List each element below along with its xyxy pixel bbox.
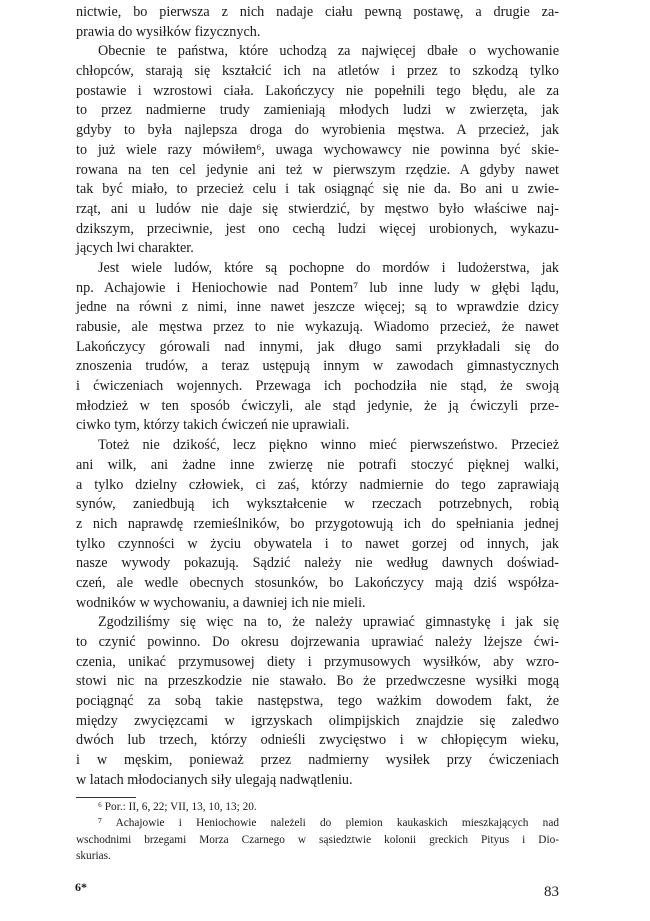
text-line: i w męskim, ponieważ przez nadmierny wysiłek przy ćwiczeniach (76, 752, 559, 769)
text-line: to czynić powinno. Do okresu dojrzewania uprawiać należy lżejsze ćwi- (76, 634, 559, 650)
text-line: nasze wywody pokazują. Sądzić należy nie według dawnych doświad- (76, 555, 559, 572)
printer-signature-mark: 6* (75, 880, 87, 894)
text-line: ani wilk, ani żadne inne zwierzę nie potrafi stoczyć pięknej walki, (76, 456, 559, 473)
text-line: chłopców, starają się kształcić ich na atletów i przez to szkodzą tylko (76, 63, 559, 80)
footnote (76, 815, 559, 864)
text-line: stowi nic na przeszkodzie nie stawało. Bo że przedwczesne wysiłki mogą (76, 673, 559, 690)
footnote-divider (76, 797, 136, 798)
text-line: między zwycięzcami w igrzyskach olimpijskich znajdzie się zaledwo (76, 712, 559, 729)
text-line: wodników w wychowaniu, a dawniej ich nie mieli. (76, 594, 366, 611)
text-line: ciwko tym, którzy takich ćwiczeń nie uprawiali. (76, 417, 350, 434)
page-number: 83 (544, 884, 559, 900)
text-line: młodzież w ten sposób ćwiczyli, ale stąd jedynie, że ją ćwiczyli prze- (76, 397, 559, 414)
text-line: Toteż nie dzikość, lecz piękno winno mieć pierwszeństwo. Przecież (98, 437, 559, 454)
text-line: Zgodziliśmy się więc na to, że należy uprawiać gimnastykę i jak się (98, 614, 559, 631)
text-line: jedne na równi z nimi, inne nawet jeszcze więcej; są to wprawdzie dzicy (76, 299, 559, 316)
text-line: pociągnąć za sobą takie następstwa, tego ważkim dowodem fakt, że (76, 693, 559, 710)
footnote-line: ⁶ Por.: II, 6, 22; VII, 13, 10, 13; 20. (98, 801, 257, 813)
text-line: tak być miało, to przecież celu i tak osiągnąć się nie da. Bo ani u zwie- (76, 181, 559, 198)
text-line: z nich naprawdę rzemieślników, bo przygotowują ich do spełniania jednej (76, 515, 559, 532)
footnotes (76, 799, 559, 864)
text-line: i ćwiczeniach wojennych. Przewaga ich pochodziła nie stąd, że swoją (76, 378, 559, 395)
text-line: czenia, unikać przymusowej diety i przymusowych wysiłków, aby wzro- (76, 653, 559, 670)
text-line: znoszenia trudów, a teraz ustępują innym w zawodach gimnastycznych (76, 358, 559, 375)
text-line: a tylko dzielny człowiek, ci zaś, którzy nadmiernie do tego zaprawiają (76, 476, 559, 493)
paragraph (76, 613, 559, 790)
text-line: rząt, ani u ludów nie daje się stwierdzić, by męstwo było właściwe naj- (76, 200, 559, 217)
text-line: np. Achajowie i Heniochowie nad Pontem⁷ lub inne ludy w głębi lądu, (76, 279, 559, 296)
text-line: Lakończycy górowali nad innymi, jak długo sami przykładali się do (76, 338, 559, 355)
paragraph (76, 259, 559, 436)
text-line: czeń, ale wedle obecnych stosunków, bo Lakończycy mają dziś współza- (76, 574, 559, 591)
text-line: jących lwi charakter. (76, 240, 194, 257)
text-line: prawia do wysiłków fizycznych. (76, 23, 261, 40)
text-line: Jest wiele ludów, które są pochopne do mordów i ludożerstwa, jak (98, 259, 559, 276)
text-line: Obecnie te państwa, które uchodzą za najwięcej dbałe o wychowanie (98, 43, 559, 60)
paragraph (76, 3, 559, 42)
text-line: dwóch lub trzech, którzy odnieśli zwycięstwo i w chłopięcym wieku, (76, 732, 559, 749)
text-line: rabusie, ale męstwa przez to nie wykazują. Wiadomo przecież, że nawet (76, 319, 559, 335)
paragraph (76, 42, 559, 259)
text-line: to już wiele razy mówiłem⁶, uwaga wychowawcy nie powinna być skie- (76, 141, 559, 158)
text-line: tylko czynności w życiu obywatela i to nawet gorzej od innych, jak (76, 535, 559, 552)
text-line: gdyby to była najlepsza droga do wyrobienia męstwa. A przecież, jak (76, 122, 559, 139)
paragraph (76, 436, 559, 613)
footnote-line: skurias. (76, 849, 111, 862)
text-line: dzikszym, przeciwnie, jest ono cechą ludzi więcej urobionych, wykazu- (76, 220, 559, 237)
footnote-line: wschodnimi brzegami Morza Czarnego w sąsiedztwie kolonii greckich Pityus i Dio- (76, 833, 559, 846)
text-line: nictwie, bo pierwsza z nich nadaje ciału pewną postawę, a drugie za- (76, 4, 559, 20)
footnote-line: ⁷ Achajowie i Heniochowie należeli do plemion kaukaskich mieszkających nad (98, 817, 559, 830)
footnote (76, 799, 559, 815)
text-line: synów, zaniedbują ich wykształcenie w rzeczach potrzebnych, robią (76, 496, 559, 513)
text-line: postawie i wzrostowi ciała. Lakończycy nie popełnili tego błędu, ale za (76, 82, 559, 99)
text-line: rowana na ten cel jedynie ani też w pierwszym rzędzie. A gdyby nawet (76, 161, 559, 178)
body-text (76, 3, 559, 791)
text-line: w latach młodocianych siły ulegają nadwątleniu. (76, 771, 353, 788)
text-line: to przez nadmierne trudy zamieniają młodych ludzi w zwierzęta, jak (76, 102, 559, 119)
